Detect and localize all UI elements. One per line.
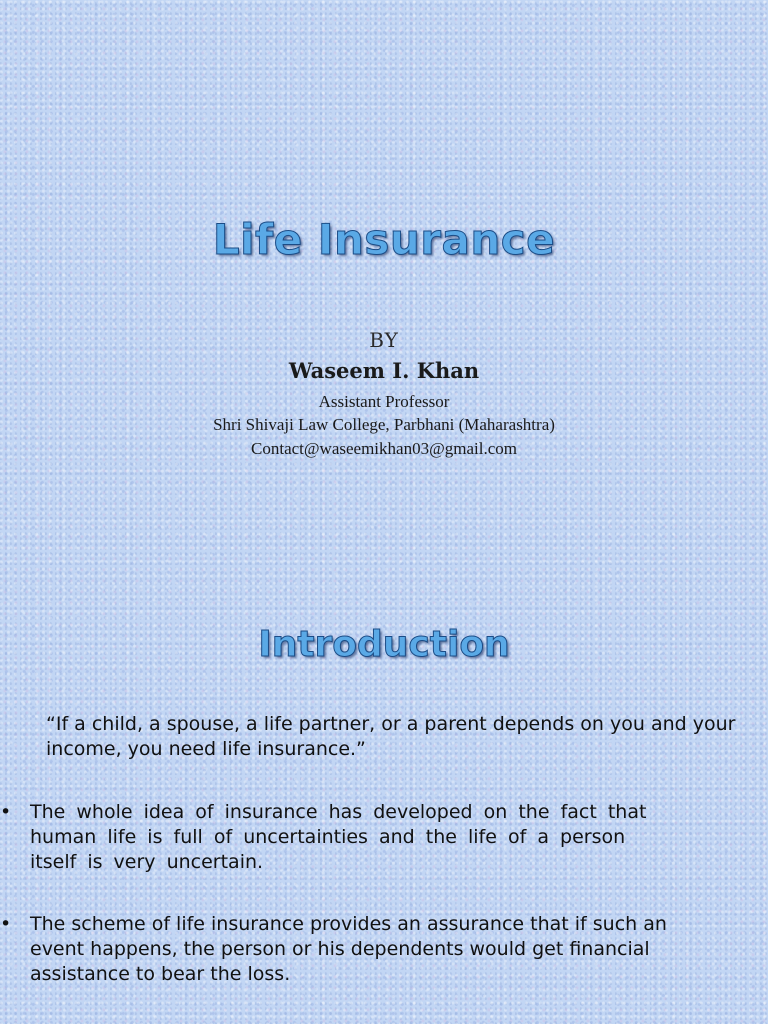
bullet-item: [0, 800, 680, 875]
introduction-slide: [0, 512, 768, 1024]
bullet-item: [0, 912, 680, 987]
bullet-text: The scheme of life insurance provides an assurance that if such an event happens, the person or his dependents would get financial assistance to bear the loss.: [30, 913, 667, 985]
author-name: Waseem I. Khan: [288, 358, 480, 383]
quote-text: “If a child, a spouse, a life partner, or a parent depends on you and your income, you need life insurance.”: [46, 713, 736, 760]
author-role: Assistant Professor: [318, 392, 450, 411]
section-title: Introduction: [258, 624, 510, 665]
byline: BY: [369, 328, 399, 352]
author-college: Shri Shivaji Law College, Parbhani (Maharashtra): [213, 415, 555, 434]
bullet-icon: •: [0, 801, 12, 823]
slide-title: Life Insurance: [212, 215, 556, 264]
author-contact: Contact@waseemikhan03@gmail.com: [251, 439, 517, 458]
bullet-text: The whole idea of insurance has developed on the fact that human life is full of uncertainties and the life of a person itself is very uncertain.: [30, 801, 647, 873]
bullet-icon: •: [0, 913, 12, 935]
